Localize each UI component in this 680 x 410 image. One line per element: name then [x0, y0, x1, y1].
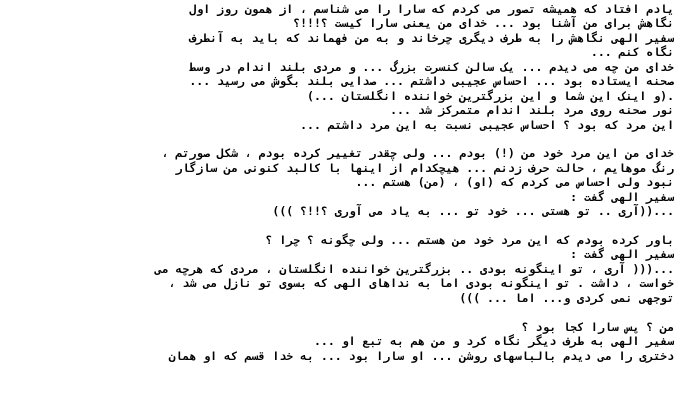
text-line: یادم افتاد که همیشه تصور می کردم که سارا را می شناسم ، از همون روز اول: [189, 2, 674, 16]
text-line: نگاه کنم ...: [590, 45, 674, 60]
text-line: نبود ولی احساس می کردم که (او) ، (من) هستم ...: [355, 175, 674, 190]
text-line: صحنه ایستاده بود ... احساس عجیبی داشتم ... صدایی بلند بگوش می رسید ...: [189, 74, 674, 89]
text-line: خدای من این مرد خود من (!) بودم ... ولی چقدر تغییر کرده بودم ، شکل صورتم ،: [161, 146, 674, 161]
text-line: .(و اینک این شما و این بزرگترین خواننده انگلستان ...): [307, 88, 674, 103]
text-line: سفیر الهی گفت :: [570, 247, 674, 262]
text-line: رنگ موهایم ، حالت حرف زدنم ... هیچکدام از اینها با کالبد کنونی من سازگار: [175, 160, 674, 175]
text-line: سفیر الهی گفت :: [570, 189, 674, 204]
text-line: دختری را می دیدم بالباسهای روشن ... او سارا بود ... به خدا قسم که او همان: [168, 348, 674, 363]
blank-line: [6, 305, 674, 319]
blank-line: [6, 219, 674, 233]
text-line: خدای من چه می دیدم ... یک سالن کنسرت بزرگ ... و مردی بلند اندام در وسط: [189, 59, 674, 74]
text-line: نور صحنه روی مرد بلند اندام متمرکز شد ...: [390, 103, 674, 118]
text-line: سفیر الهی نگاهش را به طرف دیگری چرخاند و به من فهماند که باید به آنطرف: [189, 30, 674, 45]
blank-line: [6, 132, 674, 146]
text-line: باور کرده بودم که این مرد خود من هستم ... ولی چگونه ؟ چرا ؟: [265, 233, 674, 247]
text-line: ...((آری .. تو هستی ... خود تو ... به یاد می آوری ؟!!؟ ))): [272, 204, 674, 219]
text-line: این مرد که بود ؟ احساس عجیبی نسبت به این مرد داشتم ...: [300, 117, 674, 132]
text-line: نگاهش برای من آشنا بود ... خدای من یعنی سارا کیست ؟!!!؟: [293, 16, 674, 31]
text-line: سفیر الهی به طرف دیگر نگاه کرد و من هم به تبع او ...: [313, 334, 674, 349]
text-line: من ؟ پس سارا کجا بود ؟: [521, 319, 674, 334]
text-line: توجهی نمی کردی و... اما ... ))): [459, 290, 674, 305]
text-line: خواست ، داشت . تو اینگونه بودی اما به نداهای الهی که بسوی تو نازل می شد ،: [168, 276, 674, 291]
text-line: ...((( آری ، تو اینگونه بودی .. بزرگترین خواننده انگلستان ، مردی که هرچه می: [154, 261, 674, 276]
